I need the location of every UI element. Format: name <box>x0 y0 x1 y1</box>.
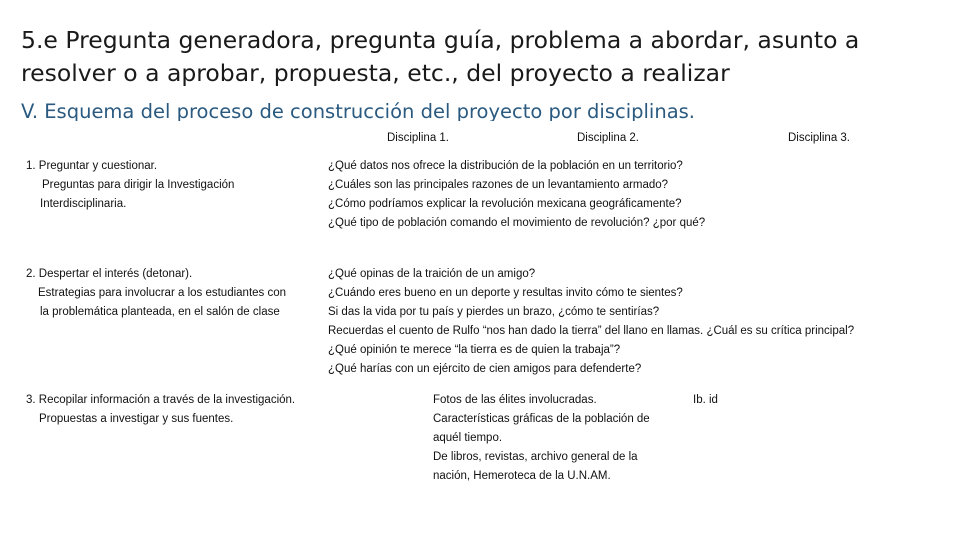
list-item: aquél tiempo. <box>433 432 503 444</box>
row-2-label-line-2: Estrategias para involucrar a los estudiantes con <box>38 287 287 299</box>
list-item: Características gráficas de la población de <box>433 413 650 425</box>
column-header-disciplina-3: Disciplina 3. <box>788 132 850 144</box>
section-subtitle: V. Esquema del proceso de construcción del proyecto por disciplinas. <box>21 100 696 121</box>
row-2-label <box>26 265 286 322</box>
row-2-label-line-3: la problemática planteada, en el salón de clase <box>40 306 280 318</box>
row-1-content <box>328 157 705 233</box>
list-item: ¿Cuáles son las principales razones de un levantamiento armado? <box>328 179 669 191</box>
list-item: De libros, revistas, archivo general de la <box>433 451 638 463</box>
list-item: nación, Hemeroteca de la U.N.AM. <box>433 470 611 482</box>
row-3-content <box>433 391 650 486</box>
row-2-label-line-1: 2. Despertar el interés (detonar). <box>26 268 193 280</box>
list-item: Fotos de las élites involucradas. <box>433 394 597 406</box>
row-3-extra-note: Ib. id <box>693 394 718 406</box>
list-item: ¿Qué opinión te merece “la tierra es de quien la trabaja”? <box>328 344 621 356</box>
row-3-label-line-1: 3. Recopilar información a través de la investigación. <box>26 394 296 406</box>
column-header-disciplina-2: Disciplina 2. <box>577 132 639 144</box>
list-item: ¿Qué datos nos ofrece la distribución de la población en un territorio? <box>328 160 683 172</box>
row-2-content <box>328 265 854 379</box>
list-item: ¿Cómo podríamos explicar la revolución mexicana geográficamente? <box>328 198 682 210</box>
list-item: Si das la vida por tu país y pierdes un brazo, ¿cómo te sentirías? <box>328 306 660 318</box>
list-item: ¿Cuándo eres bueno en un deporte y resultas invito cómo te sientes? <box>328 287 683 299</box>
title-line-1: 5.e Pregunta generadora, pregunta guía, problema a abordar, asunto a <box>21 26 860 54</box>
row-1-label <box>26 157 234 214</box>
list-item: ¿Qué opinas de la traición de un amigo? <box>328 268 536 280</box>
row-1-label-line-1: 1. Preguntar y cuestionar. <box>26 160 158 172</box>
row-1-label-line-2: Preguntas para dirigir la Investigación <box>42 179 235 191</box>
page-title <box>21 24 859 90</box>
list-item: ¿Qué tipo de población comando el movimiento de revolución? ¿por qué? <box>328 217 706 229</box>
row-1-label-line-3: Interdisciplinaria. <box>40 198 127 210</box>
row-3-label <box>26 391 295 429</box>
row-3-label-line-2: Propuestas a investigar y sus fuentes. <box>39 413 234 425</box>
list-item: Recuerdas el cuento de Rulfo “nos han dado la tierra” del llano en llamas. ¿Cuál es su crítica principal? <box>328 325 855 337</box>
title-line-2: resolver o a aprobar, propuesta, etc., del proyecto a realizar <box>21 59 730 87</box>
list-item: ¿Qué harías con un ejército de cien amigos para defenderte? <box>328 363 642 375</box>
column-header-disciplina-1: Disciplina 1. <box>387 132 449 144</box>
